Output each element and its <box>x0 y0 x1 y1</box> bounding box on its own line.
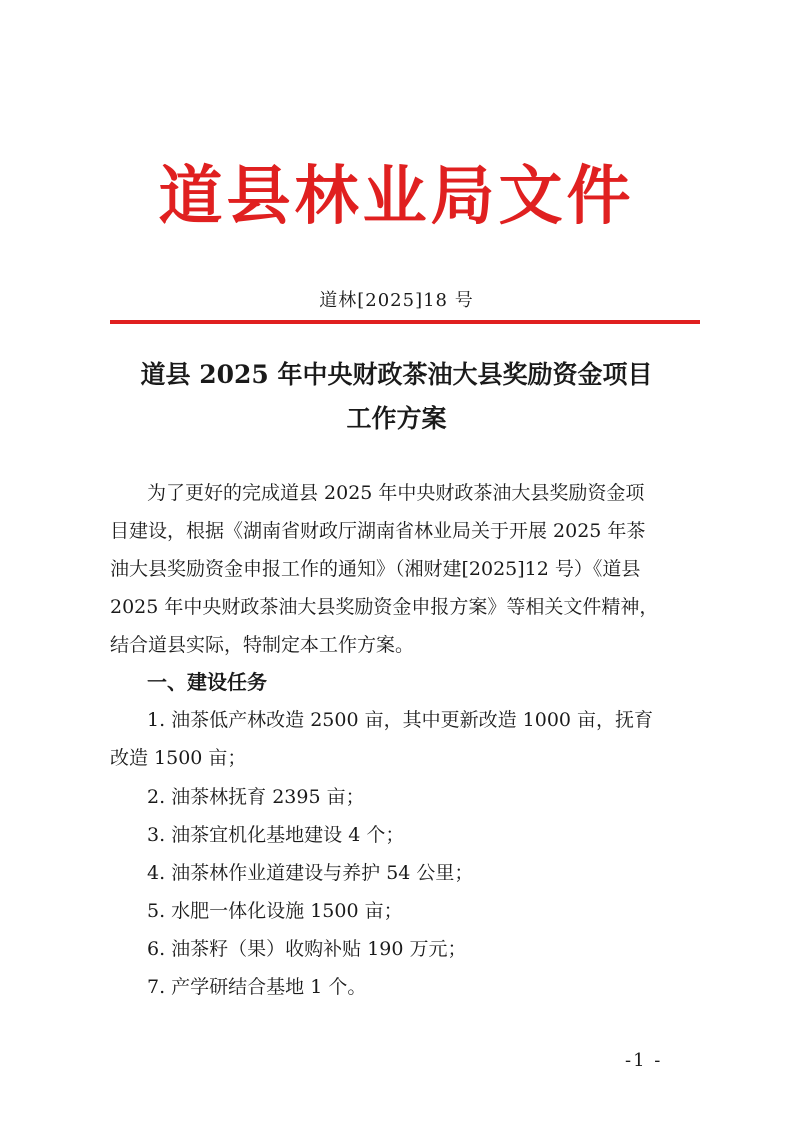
intro-line: 目建设，根据《湖南省财政厅湖南省林业局关于开展 2025 年茶 <box>110 520 646 542</box>
task-item: 5. 水肥一体化设施 1500 亩； <box>147 900 403 922</box>
document-number: 道林[2025]18 号 <box>319 290 474 311</box>
task-item: 3. 油茶宜机化基地建设 4 个； <box>147 824 405 846</box>
red-divider <box>110 320 700 324</box>
intro-line: 为了更好的完成道县 2025 年中央财政茶油大县奖励资金项 <box>147 482 645 504</box>
intro-line: 2025 年中央财政茶油大县奖励资金申报方案》等相关文件精神， <box>110 596 659 618</box>
task-item: 2. 油茶林抚育 2395 亩； <box>147 786 365 808</box>
document-title-line-2: 工作方案 <box>346 404 447 433</box>
task-item: 7. 产学研结合基地 1 个。 <box>147 976 367 998</box>
document-title-line-1: 道县 2025 年中央财政茶油大县奖励资金项目 <box>140 360 653 389</box>
page-number: -1 - <box>625 1050 663 1071</box>
task-item: 1. 油茶低产林改造 2500 亩，其中更新改造 1000 亩，抚育 <box>147 709 654 731</box>
intro-line: 油大县奖励资金申报工作的通知》（湘财建[2025]12 号）《道县 <box>110 558 641 580</box>
task-item: 6. 油茶籽（果）收购补贴 190 万元； <box>147 938 467 960</box>
task-item-continuation: 改造 1500 亩； <box>110 747 247 769</box>
intro-line: 结合道县实际，特制定本工作方案。 <box>110 634 415 656</box>
masthead-title: 道县林业局文件 <box>158 160 635 234</box>
task-item: 4. 油茶林作业道建设与养护 54 公里； <box>147 862 474 884</box>
section-heading: 一、建设任务 <box>147 670 267 694</box>
